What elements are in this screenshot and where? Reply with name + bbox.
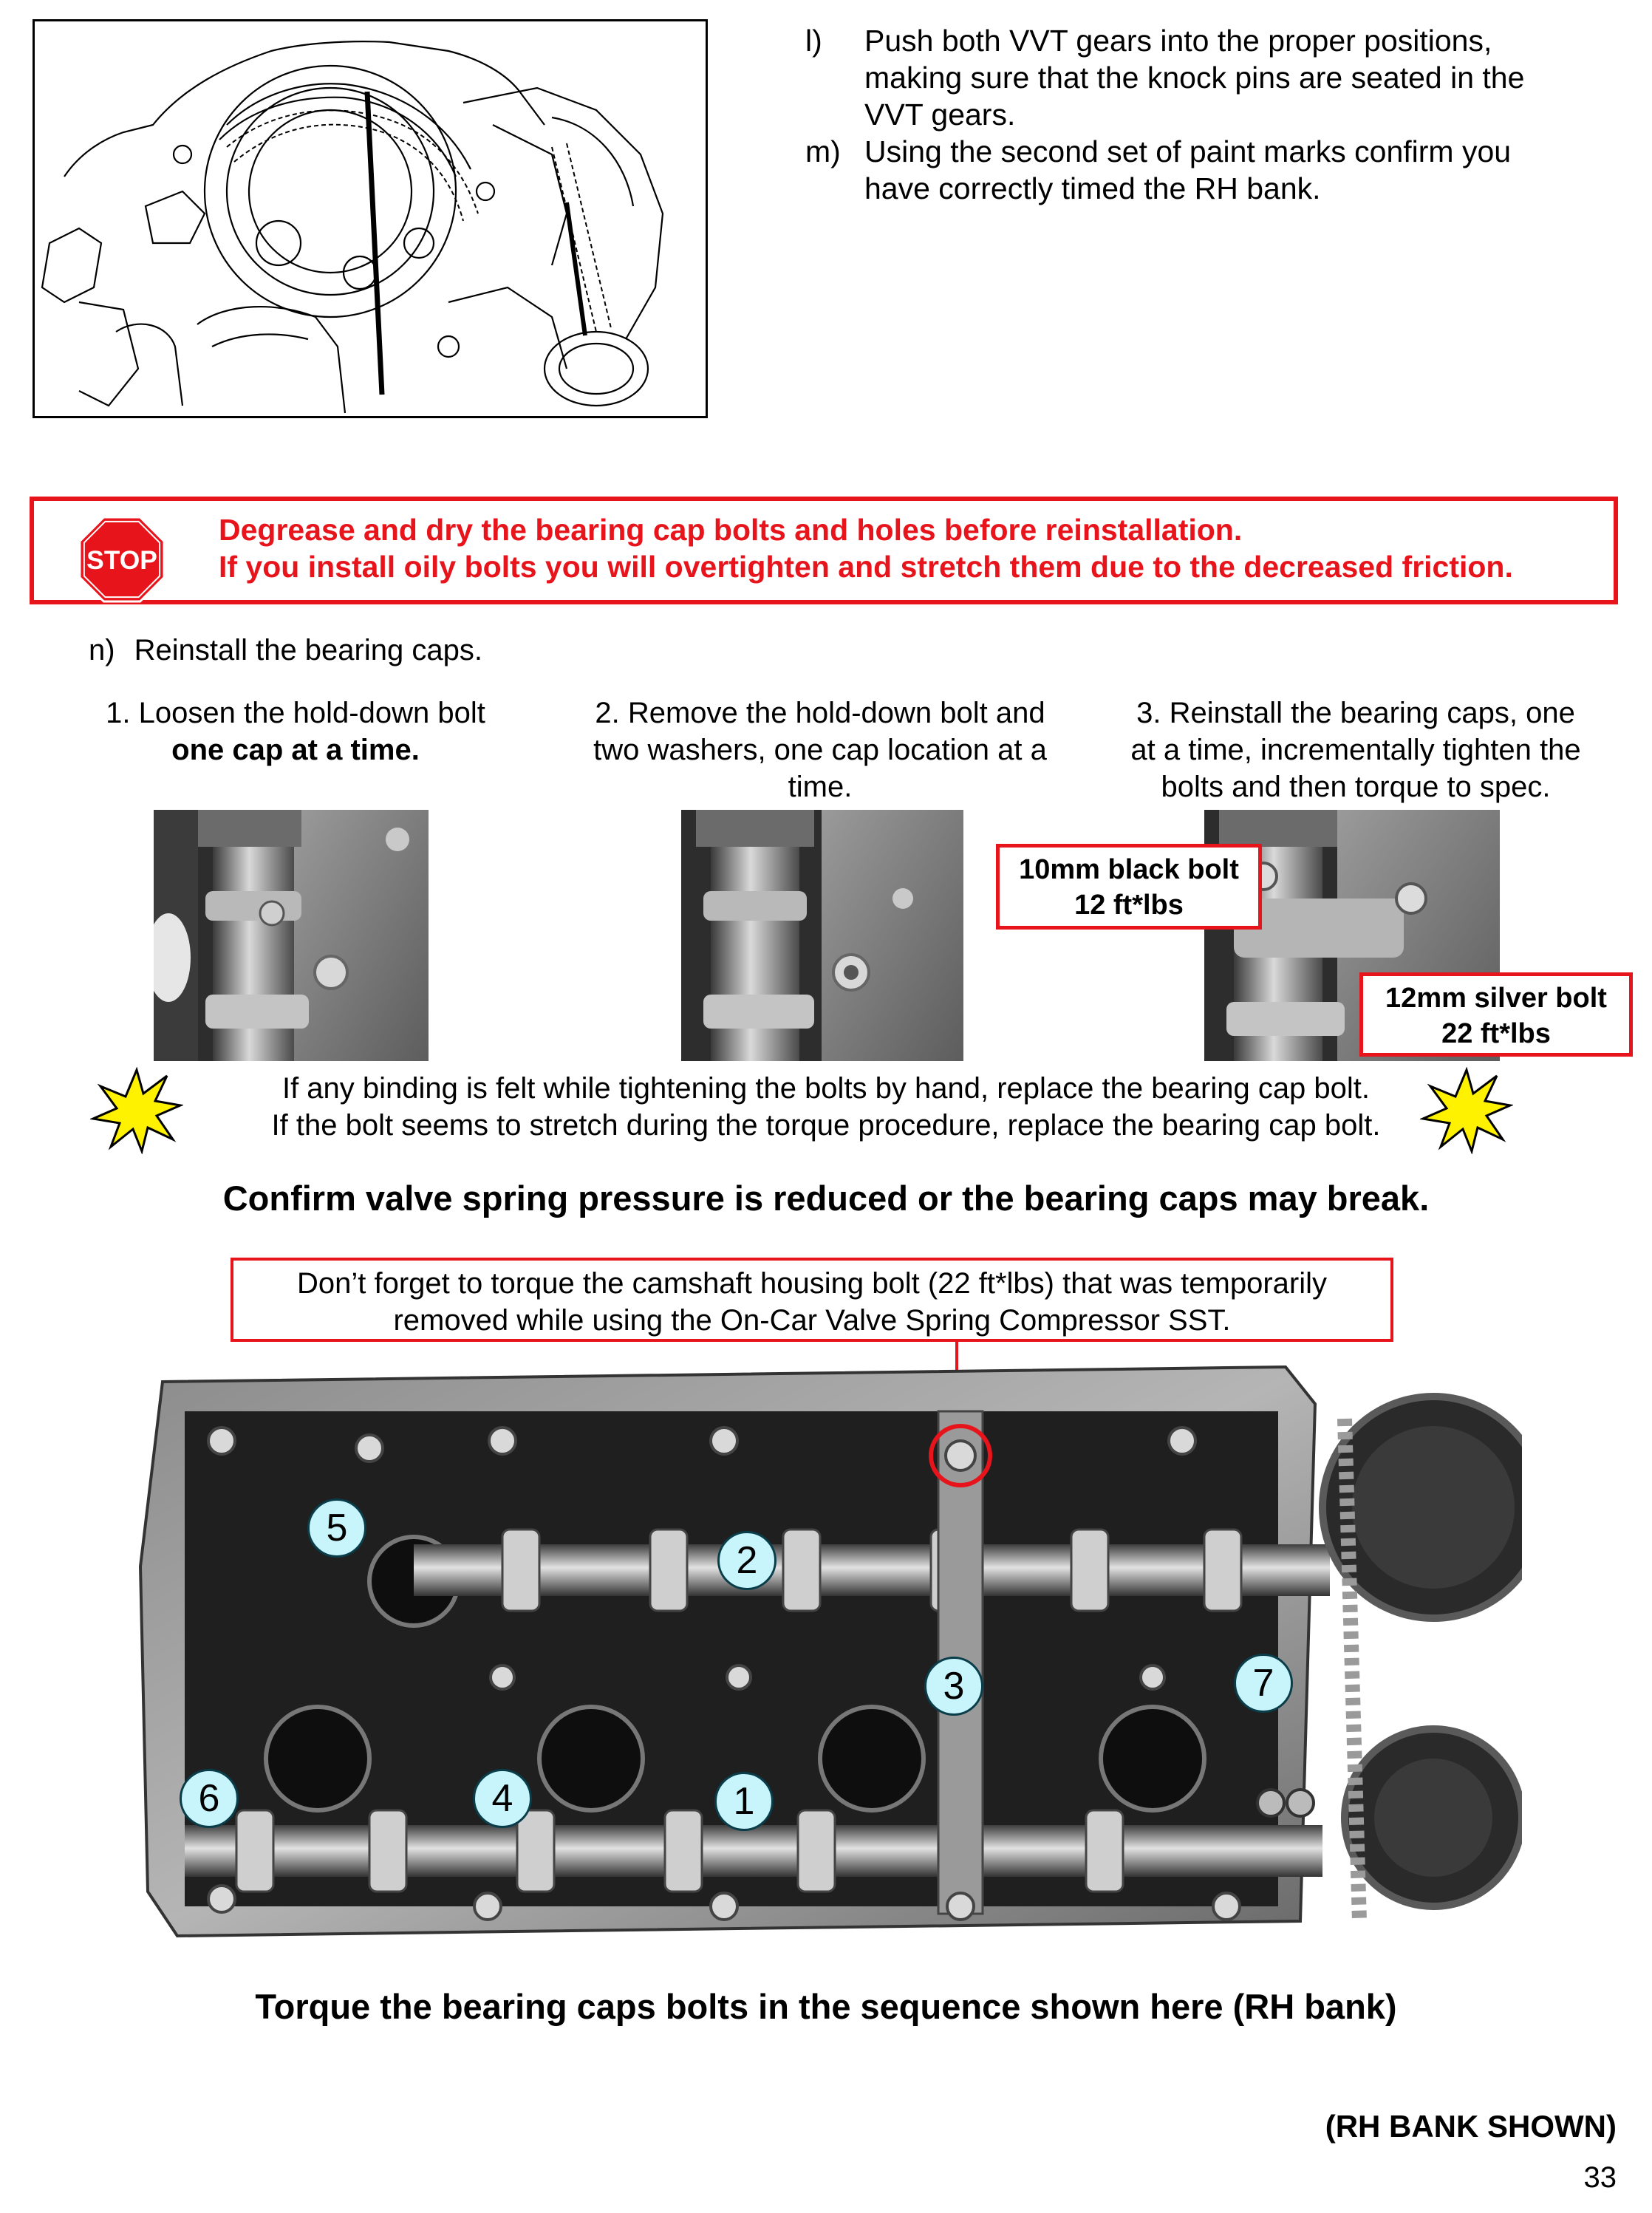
sub-step-1 — [74, 695, 517, 768]
binding-note-line-2: If the bolt seems to stretch during the torque procedure, replace the bearing cap bolt. — [271, 1109, 1381, 1142]
photo-loosen-bolt — [154, 810, 429, 1061]
sequence-marker-6: 6 — [180, 1769, 239, 1828]
callout-line: 22 ft*lbs — [1441, 1018, 1551, 1049]
line-drawing — [35, 21, 706, 416]
sub-step-line: two washers, one cap location at a — [593, 734, 1047, 766]
forget-note-line: removed while using the On-Car Valve Spring Compressor SST. — [393, 1304, 1231, 1337]
camshaft-photo — [154, 810, 429, 1061]
forget-note-box — [231, 1258, 1393, 1342]
callout-line: 12mm silver bolt — [1385, 983, 1607, 1014]
sub-step-3 — [1101, 695, 1611, 805]
sub-step-line: at a time, incrementally tighten the — [1130, 734, 1581, 766]
step-text — [864, 133, 1625, 207]
step-text: Reinstall the bearing caps. — [134, 634, 482, 666]
step-text-line: Using the second set of paint marks confirm you — [864, 134, 1512, 168]
warning-line-1: Degrease and dry the bearing cap bolts and holes before reinstallation. — [219, 513, 1243, 547]
cylinder-head-photo — [133, 1360, 1522, 1973]
step-n — [89, 634, 482, 667]
photo-remove-bolt — [681, 810, 963, 1061]
sub-step-line: time. — [788, 771, 853, 803]
sub-step-line: 1. Loosen the hold-down bolt — [106, 697, 485, 729]
callout-line: 12 ft*lbs — [1074, 890, 1184, 921]
sequence-marker-2: 2 — [717, 1531, 776, 1590]
stop-sign-text: STOP — [86, 545, 157, 575]
sub-step-line: 3. Reinstall the bearing caps, one — [1136, 697, 1575, 729]
sequence-marker-1: 1 — [714, 1772, 774, 1831]
sub-step-2 — [569, 695, 1071, 805]
callout-silver-bolt — [1359, 972, 1633, 1057]
step-text-line: Push both VVT gears into the proper positions, — [864, 24, 1492, 58]
torque-sequence-caption: Torque the bearing caps bolts in the sequence shown here (RH bank) — [255, 1987, 1397, 2026]
stop-sign-icon — [78, 516, 165, 603]
rh-bank-label: (RH BANK SHOWN) — [1325, 2109, 1617, 2144]
confirm-warning: Confirm valve spring pressure is reduced or the bearing caps may break. — [222, 1179, 1430, 1218]
sub-step-line: bolts and then torque to spec. — [1161, 771, 1551, 803]
step-text-line: making sure that the knock pins are seated in the — [864, 61, 1525, 95]
camshaft-photo — [681, 810, 963, 1061]
binding-note-line-1: If any binding is felt while tightening the bolts by hand, replace the bearing cap bolt. — [281, 1072, 1371, 1105]
sequence-marker-5: 5 — [307, 1498, 366, 1558]
sub-step-line: 2. Remove the hold-down bolt and — [595, 697, 1045, 729]
warning-line-2: If you install oily bolts you will overtighten and stretch them due to the decreased friction. — [219, 550, 1513, 584]
callout-line: 10mm black bolt — [1019, 854, 1239, 885]
page-number: 33 — [1583, 2161, 1617, 2194]
forget-note-line: Don’t forget to torque the camshaft housing bolt (22 ft*lbs) that was temporarily — [296, 1267, 1328, 1300]
sequence-marker-4: 4 — [473, 1769, 532, 1828]
sub-step-line-bold: one cap at a time. — [171, 734, 420, 766]
callout-black-bolt — [996, 844, 1262, 930]
sequence-marker-7: 7 — [1234, 1654, 1293, 1713]
step-marker: m) — [805, 134, 841, 168]
stop-warning-box — [30, 497, 1618, 604]
sequence-marker-3: 3 — [924, 1657, 983, 1716]
step-text — [864, 22, 1625, 133]
step-text-line: VVT gears. — [864, 98, 1016, 132]
timing-chain-illustration — [33, 19, 708, 418]
step-marker: l) — [805, 24, 822, 58]
step-marker: n) — [89, 634, 115, 666]
cylinder-head-image — [133, 1360, 1522, 1973]
step-text-line: have correctly timed the RH bank. — [864, 171, 1321, 205]
